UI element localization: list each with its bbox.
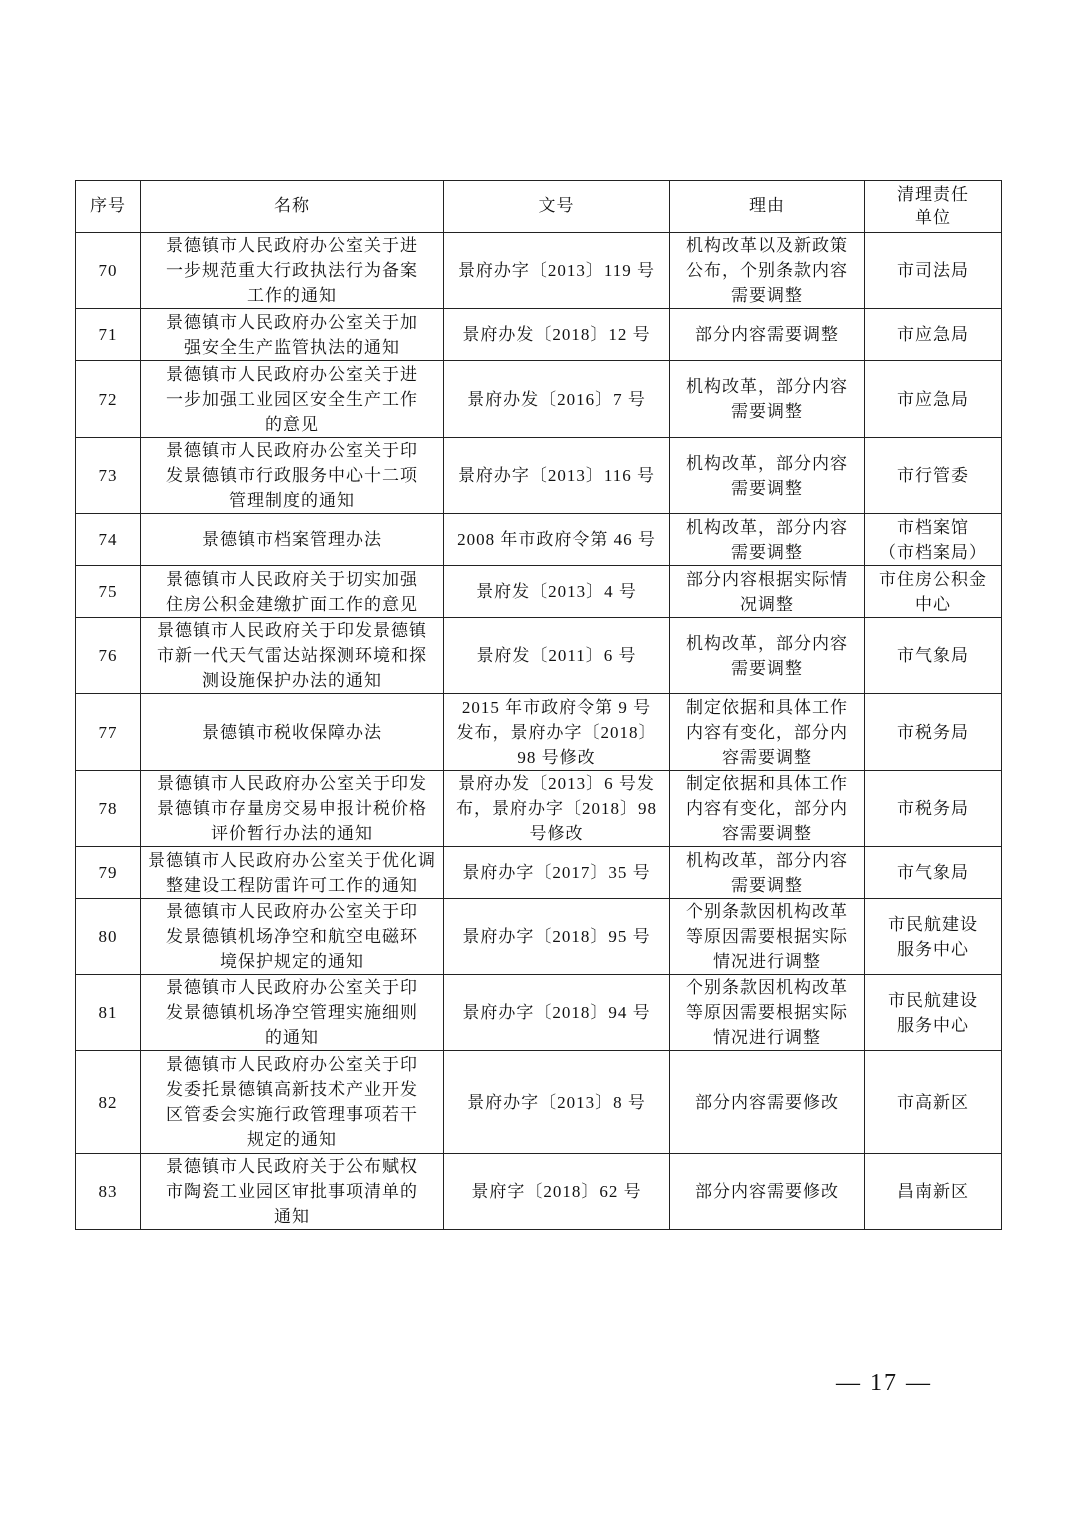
- reason-cell: 部分内容需要调整: [670, 309, 865, 361]
- document-number-cell: 景府办发〔2018〕12 号: [444, 309, 670, 361]
- regulation-name-cell: 景德镇市人民政府办公室关于加 强安全生产监管执法的通知: [141, 309, 444, 361]
- document-number-cell: 景府办发〔2016〕7 号: [444, 361, 670, 438]
- regulation-cleanup-table: [75, 180, 1002, 1230]
- row-number-cell: 73: [76, 438, 141, 514]
- reason-cell: 部分内容根据实际情 况调整: [670, 566, 865, 618]
- regulation-name-cell: 景德镇市人民政府办公室关于进 一步规范重大行政执法行为备案 工作的通知: [141, 233, 444, 309]
- regulation-name-cell: 景德镇市人民政府办公室关于印发 景德镇市存量房交易申报计税价格 评价暂行办法的通知: [141, 771, 444, 847]
- table-row: [76, 309, 1002, 361]
- reason-cell: 机构改革，部分内容 需要调整: [670, 438, 865, 514]
- table-row: [76, 899, 1002, 975]
- row-number-cell: 83: [76, 1154, 141, 1230]
- reason-cell: 部分内容需要修改: [670, 1154, 865, 1230]
- document-number-cell: 景府发〔2013〕4 号: [444, 566, 670, 618]
- row-number-cell: 75: [76, 566, 141, 618]
- table-row: [76, 438, 1002, 514]
- responsible-unit-cell: 市司法局: [865, 233, 1002, 309]
- row-number-cell: 82: [76, 1051, 141, 1154]
- responsible-unit-cell: 市气象局: [865, 847, 1002, 899]
- row-number-cell: 71: [76, 309, 141, 361]
- row-number-cell: 70: [76, 233, 141, 309]
- document-number-cell: 2008 年市政府令第 46 号: [444, 514, 670, 566]
- table-row: [76, 361, 1002, 438]
- regulation-name-cell: 景德镇市人民政府办公室关于印 发景德镇市行政服务中心十二项 管理制度的通知: [141, 438, 444, 514]
- reason-cell: 个别条款因机构改革 等原因需要根据实际 情况进行调整: [670, 975, 865, 1051]
- row-number-cell: 81: [76, 975, 141, 1051]
- row-number-cell: 76: [76, 618, 141, 694]
- document-number-cell: 景府办字〔2018〕94 号: [444, 975, 670, 1051]
- reason-cell: 机构改革以及新政策 公布，个别条款内容 需要调整: [670, 233, 865, 309]
- table-header-row: [76, 181, 1002, 233]
- reason-cell: 机构改革，部分内容 需要调整: [670, 514, 865, 566]
- reason-cell: 制定依据和具体工作 内容有变化，部分内 容需要调整: [670, 771, 865, 847]
- regulation-name-cell: 景德镇市人民政府办公室关于进 一步加强工业园区安全生产工作 的意见: [141, 361, 444, 438]
- table-row: [76, 847, 1002, 899]
- header-document-number: 文号: [444, 181, 670, 233]
- responsible-unit-cell: 市税务局: [865, 694, 1002, 771]
- table-row: [76, 975, 1002, 1051]
- regulation-name-cell: 景德镇市人民政府关于公布赋权 市陶瓷工业园区审批事项清单的 通知: [141, 1154, 444, 1230]
- table-row: [76, 694, 1002, 771]
- table-body: [76, 233, 1002, 1230]
- table-row: [76, 1154, 1002, 1230]
- table-row: [76, 618, 1002, 694]
- reason-cell: 个别条款因机构改革 等原因需要根据实际 情况进行调整: [670, 899, 865, 975]
- responsible-unit-cell: 市民航建设 服务中心: [865, 975, 1002, 1051]
- reason-cell: 制定依据和具体工作 内容有变化，部分内 容需要调整: [670, 694, 865, 771]
- row-number-cell: 79: [76, 847, 141, 899]
- document-number-cell: 景府办发〔2013〕6 号发 布，景府办字〔2018〕98 号修改: [444, 771, 670, 847]
- row-number-cell: 72: [76, 361, 141, 438]
- document-number-cell: 景府办字〔2018〕95 号: [444, 899, 670, 975]
- responsible-unit-cell: 市应急局: [865, 361, 1002, 438]
- responsible-unit-cell: 市行管委: [865, 438, 1002, 514]
- row-number-cell: 80: [76, 899, 141, 975]
- responsible-unit-cell: 昌南新区: [865, 1154, 1002, 1230]
- header-reason: 理由: [670, 181, 865, 233]
- table-row: [76, 514, 1002, 566]
- responsible-unit-cell: 市税务局: [865, 771, 1002, 847]
- header-name: 名称: [141, 181, 444, 233]
- document-number-cell: 2015 年市政府令第 9 号 发布，景府办字〔2018〕 98 号修改: [444, 694, 670, 771]
- header-responsible-unit: 清理责任 单位: [865, 181, 1002, 233]
- responsible-unit-cell: 市档案馆 （市档案局）: [865, 514, 1002, 566]
- regulation-name-cell: 景德镇市人民政府办公室关于印 发景德镇机场净空和航空电磁环 境保护规定的通知: [141, 899, 444, 975]
- reason-cell: 机构改革，部分内容 需要调整: [670, 618, 865, 694]
- document-number-cell: 景府办字〔2017〕35 号: [444, 847, 670, 899]
- responsible-unit-cell: 市气象局: [865, 618, 1002, 694]
- table-row: [76, 771, 1002, 847]
- responsible-unit-cell: 市应急局: [865, 309, 1002, 361]
- row-number-cell: 77: [76, 694, 141, 771]
- responsible-unit-cell: 市住房公积金 中心: [865, 566, 1002, 618]
- row-number-cell: 74: [76, 514, 141, 566]
- table-row: [76, 566, 1002, 618]
- row-number-cell: 78: [76, 771, 141, 847]
- responsible-unit-cell: 市高新区: [865, 1051, 1002, 1154]
- regulation-name-cell: 景德镇市人民政府关于切实加强 住房公积金建缴扩面工作的意见: [141, 566, 444, 618]
- reason-cell: 部分内容需要修改: [670, 1051, 865, 1154]
- header-number: 序号: [76, 181, 141, 233]
- page-number: — 17 —: [836, 1370, 932, 1396]
- table-row: [76, 233, 1002, 309]
- table-row: [76, 1051, 1002, 1154]
- document-number-cell: 景府字〔2018〕62 号: [444, 1154, 670, 1230]
- document-number-cell: 景府发〔2011〕6 号: [444, 618, 670, 694]
- reason-cell: 机构改革，部分内容 需要调整: [670, 361, 865, 438]
- reason-cell: 机构改革，部分内容 需要调整: [670, 847, 865, 899]
- responsible-unit-cell: 市民航建设 服务中心: [865, 899, 1002, 975]
- regulation-name-cell: 景德镇市档案管理办法: [141, 514, 444, 566]
- regulation-name-cell: 景德镇市人民政府办公室关于优化调 整建设工程防雷许可工作的通知: [141, 847, 444, 899]
- document-number-cell: 景府办字〔2013〕8 号: [444, 1051, 670, 1154]
- document-number-cell: 景府办字〔2013〕119 号: [444, 233, 670, 309]
- regulation-name-cell: 景德镇市人民政府关于印发景德镇 市新一代天气雷达站探测环境和探 测设施保护办法的通知: [141, 618, 444, 694]
- regulation-name-cell: 景德镇市税收保障办法: [141, 694, 444, 771]
- document-number-cell: 景府办字〔2013〕116 号: [444, 438, 670, 514]
- regulation-name-cell: 景德镇市人民政府办公室关于印 发委托景德镇高新技术产业开发 区管委会实施行政管理事项若干 规定的通知: [141, 1051, 444, 1154]
- regulation-name-cell: 景德镇市人民政府办公室关于印 发景德镇机场净空管理实施细则 的通知: [141, 975, 444, 1051]
